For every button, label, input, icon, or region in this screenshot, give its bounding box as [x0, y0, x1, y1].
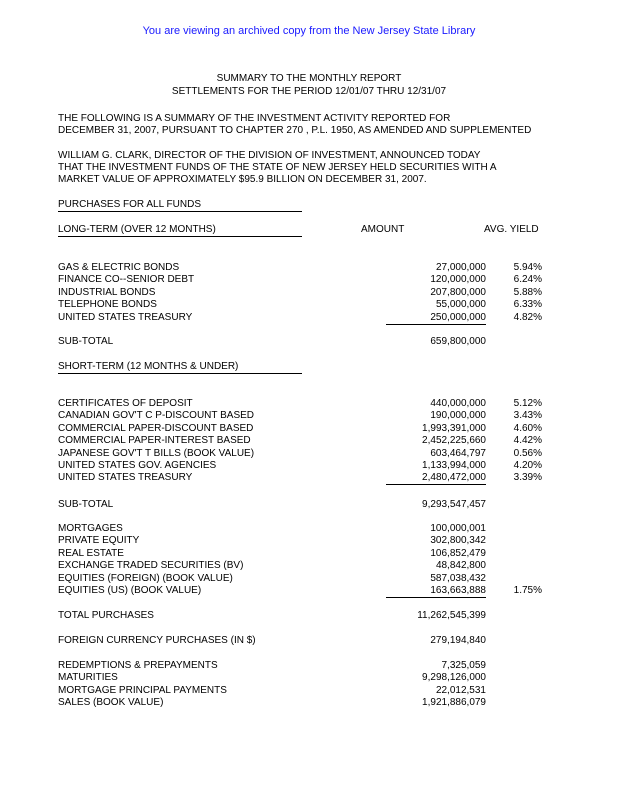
row-label: UNITED STATES TREASURY — [58, 311, 193, 323]
row-label: SALES (BOOK VALUE) — [58, 697, 164, 709]
row-amount: 120,000,000 — [430, 274, 486, 286]
table-row — [58, 262, 558, 274]
table-row — [58, 697, 558, 709]
table-row — [58, 560, 558, 572]
foreign-currency-amount: 279,194,840 — [430, 635, 486, 646]
table-row — [58, 535, 558, 547]
row-amount: 587,038,432 — [430, 572, 486, 584]
row-label: COMMERCIAL PAPER-INTEREST BASED — [58, 435, 251, 447]
row-amount: 9,298,126,000 — [422, 672, 486, 684]
row-label: GAS & ELECTRIC BONDS — [58, 262, 180, 273]
announcement-line-2: THAT THE INVESTMENT FUNDS OF THE STATE OF NEW JERSEY HELD SECURITIES WITH A — [58, 162, 497, 173]
row-amount: 163,663,888 — [386, 585, 486, 598]
row-label: MORTGAGE PRINCIPAL PAYMENTS — [58, 684, 227, 696]
row-yield: 4.82% — [513, 311, 542, 323]
table-row — [58, 548, 558, 560]
table-row — [58, 660, 558, 672]
row-yield: 6.24% — [513, 274, 542, 286]
row-amount: 207,800,000 — [430, 286, 486, 298]
total-purchases-label: TOTAL PURCHASES — [58, 610, 154, 621]
row-label: EQUITIES (US) (BOOK VALUE) — [58, 585, 202, 596]
row-label: EQUITIES (FOREIGN) (BOOK VALUE) — [58, 572, 233, 584]
row-amount: 1,133,994,000 — [422, 460, 486, 471]
row-label: EXCHANGE TRADED SECURITIES (BV) — [58, 560, 244, 572]
table-row — [58, 287, 558, 299]
total-purchases-row — [58, 610, 558, 622]
row-yield: 1.75% — [513, 585, 542, 596]
row-yield: 4.42% — [513, 435, 542, 447]
row-amount: 27,000,000 — [435, 262, 486, 273]
row-amount: 603,464,797 — [430, 447, 486, 459]
row-amount: 1,921,886,079 — [422, 697, 486, 709]
table-row — [58, 423, 558, 435]
row-yield: 3.43% — [513, 410, 542, 422]
amount-column-header: AMOUNT — [361, 224, 405, 235]
row-label: COMMERCIAL PAPER-DISCOUNT BASED — [58, 422, 254, 434]
table-row — [58, 398, 558, 410]
table-row — [58, 523, 558, 535]
foreign-currency-label: FOREIGN CURRENCY PURCHASES (IN $) — [58, 635, 256, 646]
announcement-line-1: WILLIAM G. CLARK, DIRECTOR OF THE DIVISION OF INVESTMENT, ANNOUNCED TODAY — [58, 150, 481, 161]
row-label: INDUSTRIAL BONDS — [58, 286, 156, 298]
report-subtitle: SETTLEMENTS FOR THE PERIOD 12/01/07 THRU 12/31/07 — [171, 86, 447, 97]
row-yield: 4.20% — [513, 460, 542, 471]
subtotal-amount: 9,293,547,457 — [422, 499, 486, 510]
table-row — [58, 448, 558, 460]
archive-banner: You are viewing an archived copy from the New Jersey State Library — [142, 25, 476, 37]
table-row — [58, 472, 558, 484]
table-row — [58, 460, 558, 472]
row-yield: 4.60% — [513, 422, 542, 434]
announcement-line-3: MARKET VALUE OF APPROXIMATELY $95.9 BILLION ON DECEMBER 31, 2007. — [58, 174, 427, 185]
foreign-currency-row — [58, 635, 558, 647]
long-term-header-underline — [58, 236, 302, 237]
row-yield: 5.12% — [513, 398, 542, 409]
report-title: SUMMARY TO THE MONTHLY REPORT — [216, 73, 402, 84]
short-term-header: SHORT-TERM (12 MONTHS & UNDER) — [58, 361, 239, 372]
row-label: FINANCE CO--SENIOR DEBT — [58, 274, 195, 286]
yield-column-header: AVG. YIELD — [484, 224, 539, 235]
table-row — [58, 585, 558, 597]
row-label: REAL ESTATE — [58, 547, 124, 559]
subtotal-label: SUB-TOTAL — [58, 499, 114, 510]
row-yield: 6.33% — [513, 299, 542, 311]
row-label: UNITED STATES TREASURY — [58, 472, 193, 484]
row-amount: 250,000,000 — [386, 312, 486, 325]
purchases-header-underline — [58, 211, 302, 212]
long-term-subtotal-row — [58, 336, 558, 348]
row-amount: 55,000,000 — [435, 299, 486, 311]
table-row — [58, 312, 558, 324]
row-amount: 100,000,001 — [430, 523, 486, 534]
short-term-subtotal-row — [58, 499, 558, 511]
row-amount: 190,000,000 — [430, 410, 486, 422]
row-label: CANADIAN GOV'T C P-DISCOUNT BASED — [58, 410, 255, 422]
table-row — [58, 573, 558, 585]
row-label: TELEPHONE BONDS — [58, 299, 157, 311]
row-amount: 2,480,472,000 — [386, 472, 486, 485]
row-label: MORTGAGES — [58, 523, 123, 534]
total-purchases-amount: 11,262,545,399 — [417, 610, 486, 621]
subtotal-amount: 659,800,000 — [430, 336, 486, 347]
table-row — [58, 435, 558, 447]
row-label: PRIVATE EQUITY — [58, 535, 140, 547]
intro-line-2: DECEMBER 31, 2007, PURSUANT TO CHAPTER 270 , P.L. 1950, AS AMENDED AND SUPPLEMENTED — [58, 125, 532, 136]
row-amount: 7,325,059 — [441, 660, 486, 671]
row-label: JAPANESE GOV'T T BILLS (BOOK VALUE) — [58, 447, 255, 459]
table-row — [58, 672, 558, 684]
table-row — [58, 410, 558, 422]
row-label: CERTIFICATES OF DEPOSIT — [58, 398, 193, 409]
row-label: REDEMPTIONS & PREPAYMENTS — [58, 660, 218, 671]
row-amount: 2,452,225,660 — [422, 435, 486, 447]
row-yield: 5.88% — [513, 286, 542, 298]
row-amount: 440,000,000 — [430, 398, 486, 409]
row-yield: 5.94% — [513, 262, 542, 273]
row-amount: 48,842,800 — [435, 560, 486, 572]
intro-line-1: THE FOLLOWING IS A SUMMARY OF THE INVESTMENT ACTIVITY REPORTED FOR — [58, 113, 451, 124]
subtotal-label: SUB-TOTAL — [58, 336, 114, 347]
table-row — [58, 274, 558, 286]
row-amount: 106,852,479 — [430, 547, 486, 559]
short-term-header-underline — [58, 373, 302, 374]
row-yield: 0.56% — [513, 447, 542, 459]
row-label: MATURITIES — [58, 672, 118, 684]
purchases-header: PURCHASES FOR ALL FUNDS — [58, 199, 201, 210]
row-amount: 302,800,342 — [430, 535, 486, 547]
table-row — [58, 685, 558, 697]
row-label: UNITED STATES GOV. AGENCIES — [58, 460, 217, 471]
row-yield: 3.39% — [513, 472, 542, 484]
row-amount: 1,993,391,000 — [422, 422, 486, 434]
long-term-header: LONG-TERM (OVER 12 MONTHS) — [58, 224, 216, 235]
table-row — [58, 299, 558, 311]
row-amount: 22,012,531 — [435, 684, 486, 696]
